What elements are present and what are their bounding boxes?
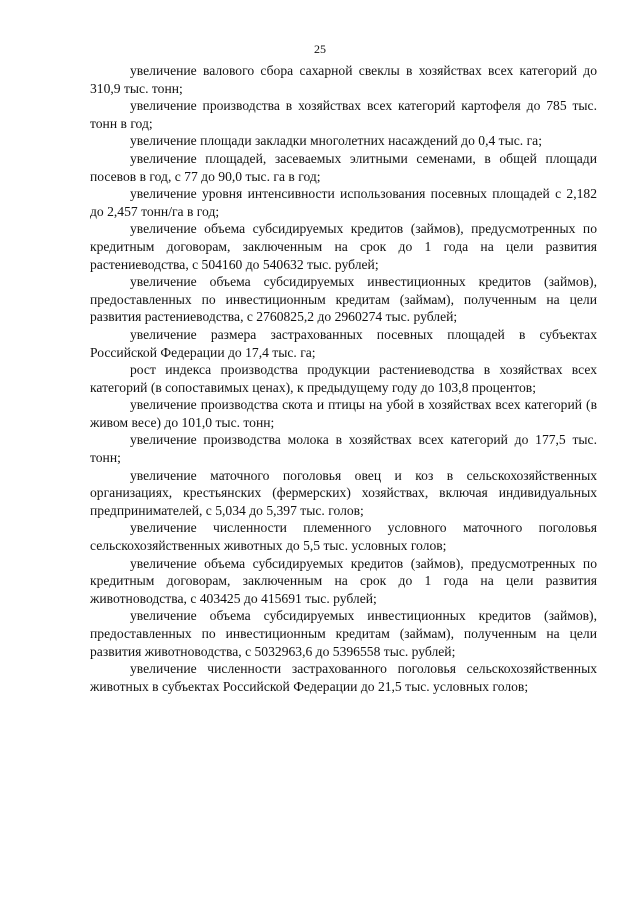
paragraph-milk-production: увеличение производства молока в хозяйствах всех категорий до 177,5 тыс. тонн; <box>90 432 597 466</box>
paragraph-elite-seeds: увеличение площадей, засеваемых элитными семенами, в общей площади посевов в год, с 77 до 90,0 тыс. га в год; <box>90 150 597 184</box>
paragraph-potato: увеличение производства в хозяйствах всех категорий картофеля до 785 тыс. тонн в год; <box>90 98 597 131</box>
paragraph-insured-crop-area: увеличение размера застрахованных посевных площадей в субъектах Российской Федерации до 17,4 тыс. га; <box>90 326 597 360</box>
paragraph-livestock-slaughter: увеличение производства скота и птицы на убой в хозяйствах всех категорий (в живом весе) до 101,0 тыс. тонн; <box>90 397 597 430</box>
page-number: 25 <box>314 42 326 56</box>
paragraph-insured-livestock: увеличение численности застрахованного поголовья сельскохозяйственных животных в субъектах Российской Федерации до 21,5 тыс. условных голов; <box>90 661 597 694</box>
paragraph-breeding-livestock: увеличение численности племенного условного маточного поголовья сельскохозяйственных животных до 5,5 тыс. условных голов; <box>90 520 597 554</box>
paragraph-crop-investment-loans: увеличение объема субсидируемых инвестиционных кредитов (займов), предоставленных по инвестиционным кредитам (займам), полученным на цели развития растениеводства, с 2760825,2 до 2960274 тыс. рублей; <box>90 274 597 325</box>
paragraph-livestock-investment-loans: увеличение объема субсидируемых инвестиционных кредитов (займов), предоставленных по инвестиционным кредитам (займам), полученным на цели развития животноводства, с 5032963,6 до 5396558 тыс. рублей; <box>90 608 597 659</box>
paragraph-sugar-beet: увеличение валового сбора сахарной свеклы в хозяйствах всех категорий до 310,9 тыс. тонн; <box>90 63 597 96</box>
paragraph-land-use-intensity: увеличение уровня интенсивности использования посевных площадей с 2,182 до 2,457 тонн/га в год; <box>90 186 597 219</box>
paragraph-crop-short-term-loans: увеличение объема субсидируемых кредитов (займов), предусмотренных по кредитным договорам, заключенным на срок до 1 года на цели развития растениеводства, с 504160 до 540632 тыс. рублей; <box>90 221 597 272</box>
paragraph-sheep-goats: увеличение маточного поголовья овец и коз в сельскохозяйственных организациях, крестьянских (фермерских) хозяйствах, включая индивидуальных предпринимателей, с 5,034 до 5,397 тыс. голов; <box>90 467 597 518</box>
paragraph-livestock-short-term-loans: увеличение объема субсидируемых кредитов (займов), предусмотренных по кредитным договорам, заключенным на срок до 1 года на цели развития животноводства, с 403425 до 415691 тыс. рублей; <box>90 555 597 606</box>
paragraph-crop-production-index: рост индекса производства продукции растениеводства в хозяйствах всех категорий (в сопоставимых ценах), к предыдущему году до 103,8 процентов; <box>90 362 597 395</box>
paragraph-perennial-plantings: увеличение площади закладки многолетних насаждений до 0,4 тыс. га; <box>130 133 542 149</box>
document-body <box>90 62 597 695</box>
